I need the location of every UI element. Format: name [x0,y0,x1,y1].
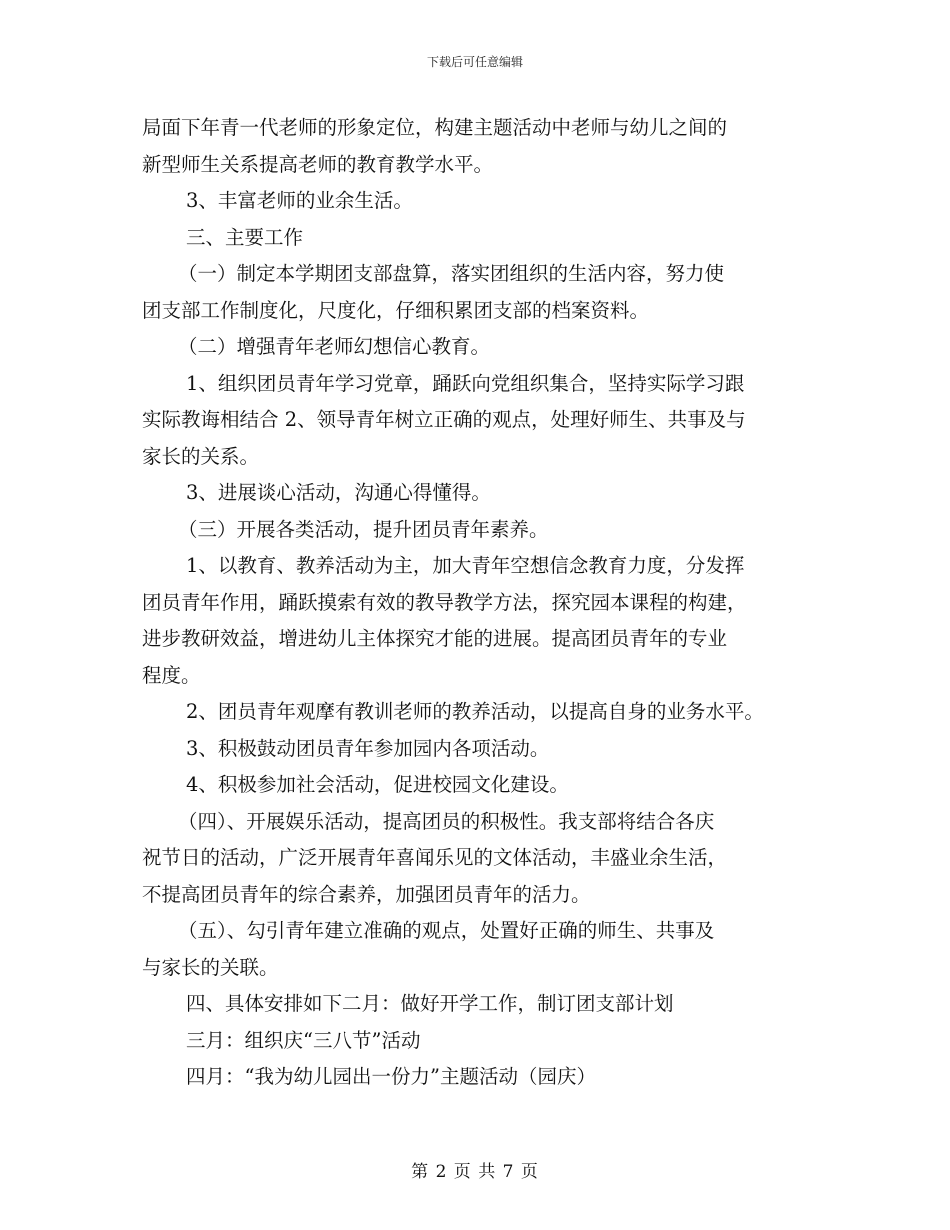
section-heading [142,220,832,257]
paragraph [142,329,832,366]
text-line: 2、团员青年观摩有教训老师的教养活动，以提高自身的业务水平。 [186,700,764,723]
text-line: 实际教诲相结合 2、领导青年树立正确的观点，处理好师生、共事及与 [142,408,746,431]
paragraph [142,1023,832,1060]
text-line: 与家长的关联。 [142,955,279,979]
text-line: （五）、勾引青年建立准确的观点，处置好正确的师生、共事及 [178,919,715,942]
text-line: 进步教研效益，增进幼儿主体探究才能的进展。提高团员青年的专业 [142,627,728,650]
text-line: 1、以教育、教养活动为主，加大青年空想信念教育力度，分发挥 [186,554,745,577]
text-line: 四月：“我为幼儿园出一份力”主题活动（园庆） [186,1065,596,1088]
paragraph [142,548,832,694]
page-number-footer: 第 2 页 共 7 页 [411,1162,539,1182]
paragraph [142,804,832,914]
paragraph [142,475,832,512]
document-body [142,110,832,1096]
text-line: 三、主要工作 [186,225,304,249]
text-line: 1、组织团员青年学习党章，踊跃向党组织集合，坚持实际学习跟 [186,371,745,395]
paragraph [142,183,832,220]
paragraph [142,913,832,986]
paragraph [142,366,832,476]
text-line: 团员青年作用，踊跃摸索有效的教导教学方法，探究园本课程的构建， [142,590,747,614]
text-line: 团支部工作制度化，尺度化，仔细积累团支部的档案资料。 [142,298,650,322]
text-line: 3、积极鼓动团员青年参加园内各项活动。 [186,736,550,760]
text-line: 程度。 [142,663,201,687]
paragraph [142,1059,832,1096]
text-line: 新型师生关系提高老师的教育教学水平。 [142,152,494,176]
paragraph [142,256,832,329]
text-line: （三）开展各类活动，提升团员青年素养。 [178,517,549,541]
paragraph [142,731,832,768]
page-header: 下载后可任意编辑 [426,55,523,69]
text-line: 祝节日的活动，广泛开展青年喜闻乐见的文体活动，丰盛业余生活， [142,846,728,869]
text-line: 3、丰富老师的业余生活。 [186,189,413,212]
text-line: 三月：组织庆“三八节”活动 [186,1028,421,1052]
text-line: 局面下年青一代老师的形象定位，构建主题活动中老师与幼儿之间的 [142,116,728,139]
text-line: （二）增强青年老师幻想信心教育。 [178,335,491,358]
text-line: 4、积极参加社会活动，促进校园文化建设。 [186,773,569,796]
text-line: （一）制定本学期团支部盘算，落实团组织的生活内容，努力使 [178,262,725,285]
paragraph [142,694,832,731]
section-heading [142,986,832,1023]
paragraph [142,767,832,804]
text-line: 家长的关系。 [142,444,260,468]
text-line: 四、具体安排如下二月：做好开学工作，制订团支部计划 [186,992,674,1015]
paragraph [142,110,832,183]
text-line: （四）、开展娱乐活动，提高团员的积极性。我支部将结合各庆 [178,809,715,833]
text-line: 不提高团员青年的综合素养，加强团员青年的活力。 [142,882,591,906]
text-line: 3、进展谈心活动，沟通心得懂得。 [186,481,491,504]
paragraph [142,512,832,549]
